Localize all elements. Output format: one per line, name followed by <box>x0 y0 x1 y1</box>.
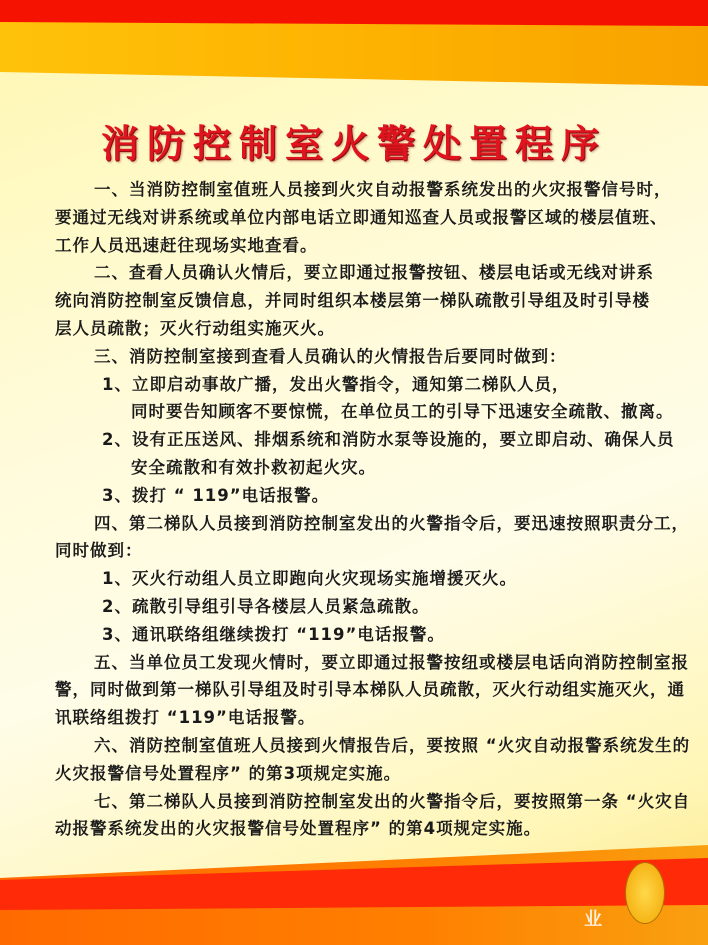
procedure-line: 2、疏散引导组引导各楼层人员紧急疏散。 <box>102 597 430 616</box>
page-title: 消防控制室火警处置程序 <box>100 122 607 166</box>
procedure-line: 2、设有正压送风、排烟系统和消防水泵等设施的，要立即启动、确保人员 <box>102 430 675 450</box>
procedure-line: 1、立即启动事故广播，发出火警指令，通知第二梯队人员， <box>102 374 570 394</box>
procedure-line: 七、第二梯队人员接到消防控制室发出的火警指令后，要按照第一条 “火灾自 <box>94 791 691 811</box>
top-orange-band <box>0 20 708 86</box>
top-red-band <box>0 0 708 26</box>
procedure-line: 3、拨打 “ 119”电话报警。 <box>102 485 330 505</box>
procedure-line: 同时做到： <box>55 541 143 561</box>
top-decorative-bands <box>0 0 708 90</box>
procedure-line: 3、通讯联络组继续拨打 “119”电话报警。 <box>102 624 445 644</box>
procedure-line: 安全疏散和有效扑救初起火灾。 <box>131 458 376 477</box>
procedure-line: 统向消防控制室反馈信息，并同时组织本楼层第一梯队疏散引导组及时引导楼 <box>55 291 650 311</box>
logo-watermark-char: 业 <box>584 909 602 930</box>
procedure-line: 同时要告知顾客不要惊慌，在单位员工的引导下迅速安全疏散、撤离。 <box>131 402 674 422</box>
procedure-line: 工作人员迅速赶往现场实地查看。 <box>55 235 318 255</box>
procedure-line: 一、当消防控制室值班人员接到火灾自动报警系统发出的火灾报警信号时， <box>94 180 672 199</box>
procedure-line: 1、灭火行动组人员立即跑向火灾现场实施增援灭火。 <box>102 569 517 589</box>
procedure-line: 火灾报警信号处置程序” 的第3项规定实施。 <box>55 763 402 783</box>
procedure-line: 警，同时做到第一梯队引导组及时引导本梯队人员疏散，灭火行动组实施灭火，通 <box>55 680 685 700</box>
procedure-line: 四、第二梯队人员接到消防控制室发出的火警指令后，要迅速按照职责分工， <box>94 513 689 533</box>
procedure-line: 二、查看人员确认火情后，要立即通过报警按钮、楼层电话或无线对讲系 <box>94 263 654 283</box>
procedure-line: 层人员疏散；灭火行动组实施灭火。 <box>55 319 335 338</box>
procedure-line: 六、消防控制室值班人员接到火情报告后，要按照 “火灾自动报警系统发生的 <box>94 736 691 755</box>
procedure-line: 要通过无线对讲系统或单位内部电话立即通知巡查人员或报警区域的楼层值班、 <box>55 207 668 227</box>
procedure-line: 讯联络组拨打 “119”电话报警。 <box>55 708 316 728</box>
procedure-line: 三、消防控制室接到查看人员确认的火情报告后要同时做到： <box>94 346 567 366</box>
logo-emblem <box>625 862 665 924</box>
procedure-line: 动报警系统发出的火灾报警信号处置程序” 的第4项规定实施。 <box>55 819 542 839</box>
procedure-line: 五、当单位员工发现火情时，要立即通过报警按纽或楼层电话向消防控制室报 <box>94 652 689 672</box>
